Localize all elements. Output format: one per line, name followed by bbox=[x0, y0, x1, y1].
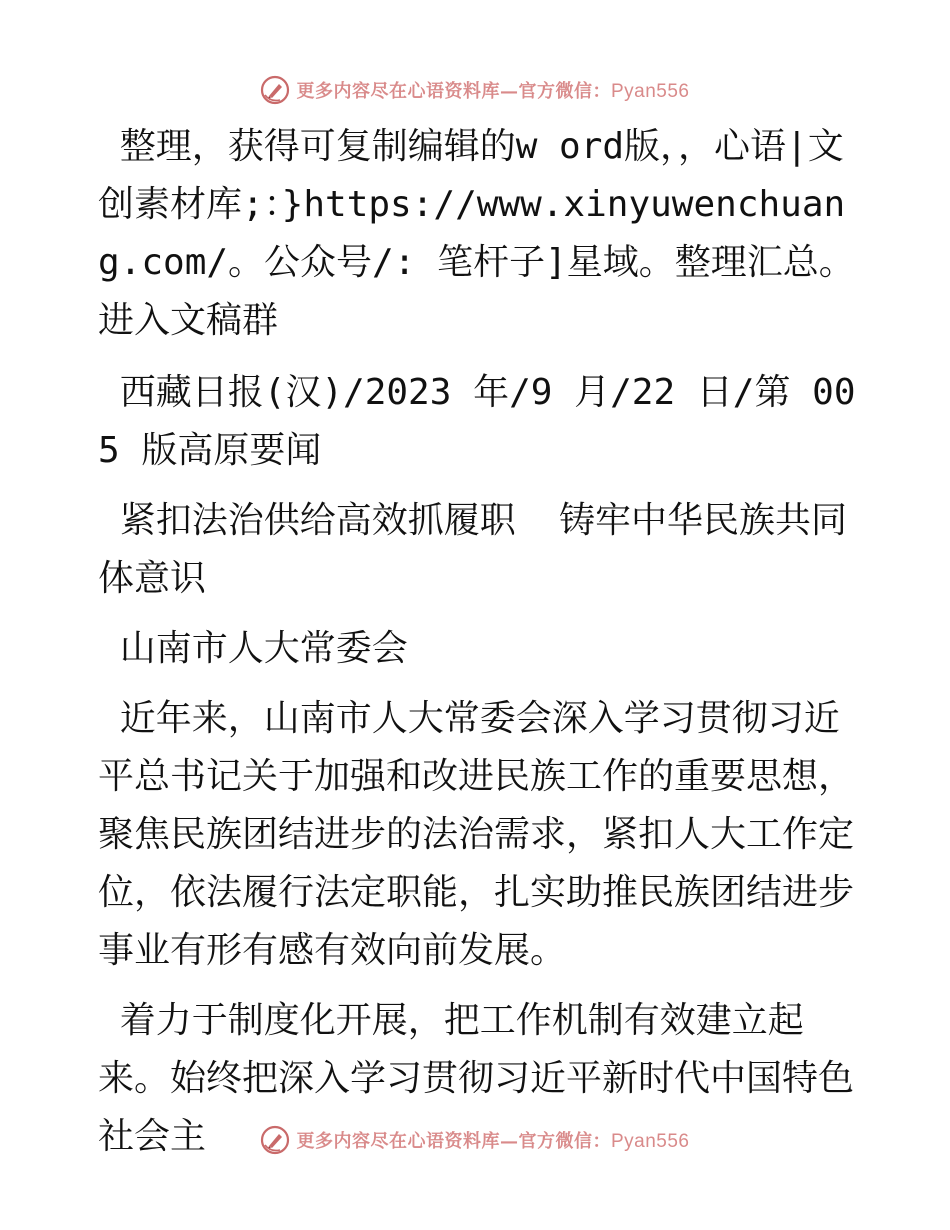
document-body bbox=[98, 118, 858, 1178]
header-banner-wechat-id: Pyan556 bbox=[610, 81, 690, 102]
pen-logo-icon bbox=[260, 1125, 290, 1155]
footer-banner-content bbox=[260, 1125, 689, 1155]
header-banner bbox=[0, 70, 950, 110]
header-banner-text-cn: 更多内容尽在心语资料库—官方微信： bbox=[296, 81, 611, 102]
paragraph-body-2: 着力于制度化开展，把工作机制有效建立起来。始终把深入学习贯彻习近平新时代中国特色社会主 bbox=[98, 1000, 855, 1157]
paragraph-publication-info: 西藏日报(汉)/2023 年/9 月/22 日/第 005 版高原要闻 bbox=[98, 372, 856, 471]
header-banner-content bbox=[260, 75, 689, 105]
paragraph-source-note: 整理，获得可复制编辑的w ord版，，心语|文创素材库;：}https://www.xinyuwenchuang.com/。公众号/: 笔杆子]星域。整理汇总。进入文稿群 bbox=[98, 126, 855, 341]
footer-banner-wechat-id: Pyan556 bbox=[610, 1131, 690, 1152]
footer-banner bbox=[0, 1120, 950, 1160]
paragraph-body-1: 近年来，山南市人大常委会深入学习贯彻习近平总书记关于加强和改进民族工作的重要思想，聚焦民族团结进步的法治需求，紧扣人大工作定位，依法履行法定职能，扎实助推民族团结进步事业有形有感有效向前发展。 bbox=[98, 698, 855, 971]
pen-logo-icon bbox=[260, 75, 290, 105]
paragraph-author: 山南市人大常委会 bbox=[98, 628, 408, 669]
footer-banner-text-cn: 更多内容尽在心语资料库—官方微信： bbox=[296, 1131, 611, 1152]
footer-banner-text bbox=[296, 1127, 689, 1153]
paragraph-article-title: 紧扣法治供给高效抓履职 铸牢中华民族共同体意识 bbox=[98, 500, 848, 599]
header-banner-text bbox=[296, 77, 689, 103]
